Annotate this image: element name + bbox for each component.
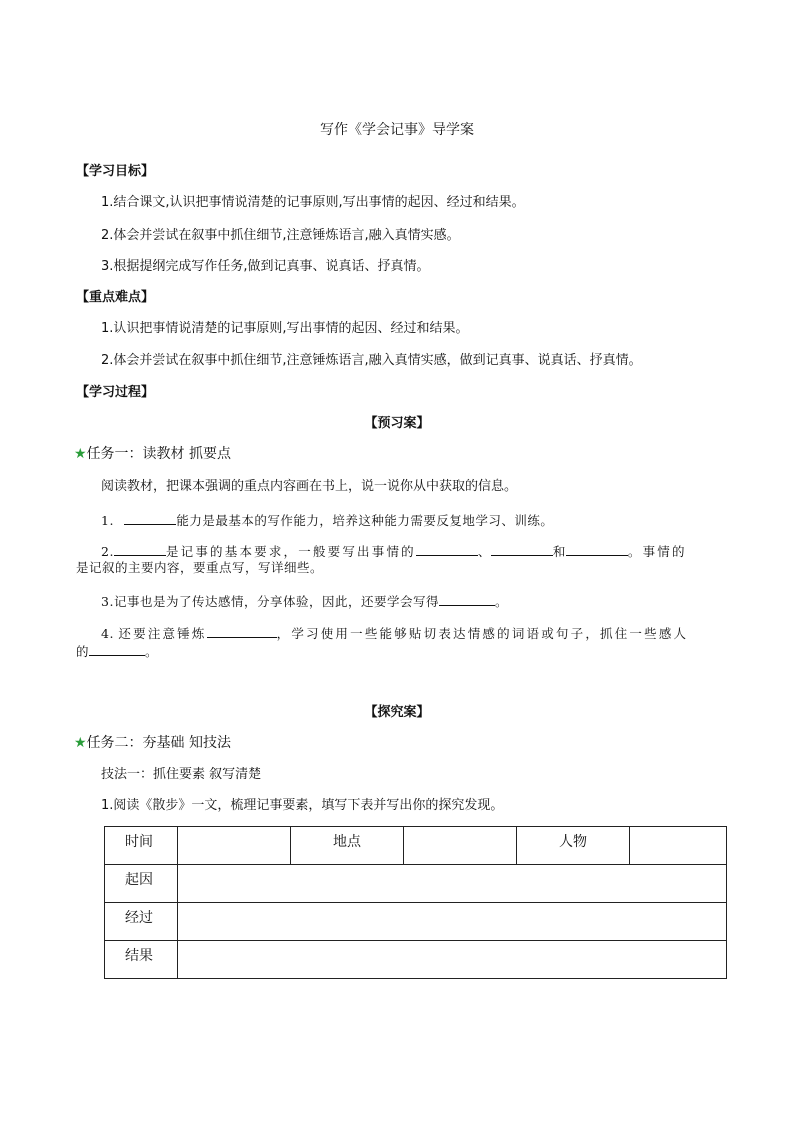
story-elements-table [104, 826, 727, 979]
task-two-label: 任务二：夯基础 知技法 [86, 735, 232, 751]
table-row [105, 865, 727, 903]
objectives-heading: 【学习目标】 [76, 164, 155, 179]
preview-intro: 阅读教材，把课本强调的重点内容画在书上，说一说你从中获取的信息。 [101, 479, 518, 494]
question-2-separator: 和 [552, 544, 566, 559]
objective-item: 2.体会并尝试在叙事中抓住细节,注意锤炼语言,融入真情实感。 [101, 228, 460, 243]
people-label: 人物 [517, 827, 630, 865]
objective-item: 3.根据提纲完成写作任务,做到记真事、说真话、抒真情。 [101, 259, 430, 274]
key-point-item: 1.认识把事情说清楚的记事原则,写出事情的起因、经过和结果。 [101, 321, 469, 336]
fill-blank[interactable] [566, 542, 628, 556]
people-cell[interactable] [630, 827, 727, 865]
question-4-text: 还要注意锤炼 [118, 626, 207, 641]
question-3-end: 。 [494, 594, 508, 609]
fill-blank[interactable] [114, 542, 166, 556]
question-4-text-mid: ，学习使用一些能够贴切表达情感的词语或句子，抓住一些感人 [276, 626, 689, 641]
task-two-title [74, 735, 231, 752]
process-cell[interactable] [178, 903, 727, 941]
question-1-number: 1. [101, 513, 114, 528]
fill-blank[interactable] [207, 624, 277, 638]
fill-blank[interactable] [124, 511, 176, 525]
question-4-line-2-text: 的 [76, 644, 90, 659]
result-cell[interactable] [178, 941, 727, 979]
fill-blank[interactable] [491, 542, 553, 556]
table-instruction: 1.阅读《散步》一文，梳理记事要素，填写下表并写出你的探究发现。 [101, 798, 504, 813]
key-points-heading: 【重点难点】 [76, 290, 155, 305]
time-cell[interactable] [178, 827, 291, 865]
page-title: 写作《学会记事》导学案 [320, 122, 474, 138]
question-2-separator: 、 [477, 544, 491, 559]
key-point-item: 2.体会并尝试在叙事中抓住细节,注意锤炼语言,融入真情实感，做到记真事、说真话、抒真情。 [101, 353, 642, 368]
task-one-title [74, 446, 231, 463]
explore-heading: 【探究案】 [364, 705, 430, 720]
fill-blank[interactable] [89, 642, 145, 656]
process-heading: 【学习过程】 [76, 385, 155, 400]
star-icon: ★ [74, 446, 87, 462]
cause-label: 起因 [105, 865, 178, 903]
question-4 [101, 624, 688, 641]
result-label: 结果 [105, 941, 178, 979]
question-2-text-b: 。事情的 [627, 544, 687, 559]
time-label: 时间 [105, 827, 178, 865]
question-4-line-2 [76, 642, 158, 659]
task-one-label: 任务一：读教材 抓要点 [86, 446, 232, 462]
question-2-text-a: 是记事的基本要求，一般要写出事情的 [165, 544, 416, 559]
question-4-end: 。 [145, 644, 159, 659]
fill-blank[interactable] [439, 592, 495, 606]
question-1-text: 能力是最基本的写作能力，培养这种能力需要反复地学习、训练。 [176, 513, 554, 528]
preview-heading: 【预习案】 [364, 416, 430, 431]
question-4-number: 4. [101, 626, 114, 641]
cause-cell[interactable] [178, 865, 727, 903]
process-label: 经过 [105, 903, 178, 941]
question-3-text: 记事也是为了传达感情，分享体验，因此，还要学会写得 [113, 594, 439, 609]
technique-label: 技法一：抓住要素 叙写清楚 [101, 767, 262, 782]
question-3-number: 3. [101, 594, 114, 609]
table-row [105, 827, 727, 865]
place-label: 地点 [291, 827, 404, 865]
question-2-line-2: 是记叙的主要内容，要重点写，写详细些。 [76, 560, 324, 575]
objective-item: 1.结合课文,认识把事情说清楚的记事原则,写出事情的起因、经过和结果。 [101, 195, 525, 210]
question-1 [101, 511, 553, 528]
fill-blank[interactable] [416, 542, 478, 556]
place-cell[interactable] [404, 827, 517, 865]
table-row [105, 941, 727, 979]
question-2 [101, 542, 687, 559]
question-2-number: 2. [101, 544, 114, 559]
star-icon: ★ [74, 735, 87, 751]
table-row [105, 903, 727, 941]
question-3 [101, 592, 508, 609]
